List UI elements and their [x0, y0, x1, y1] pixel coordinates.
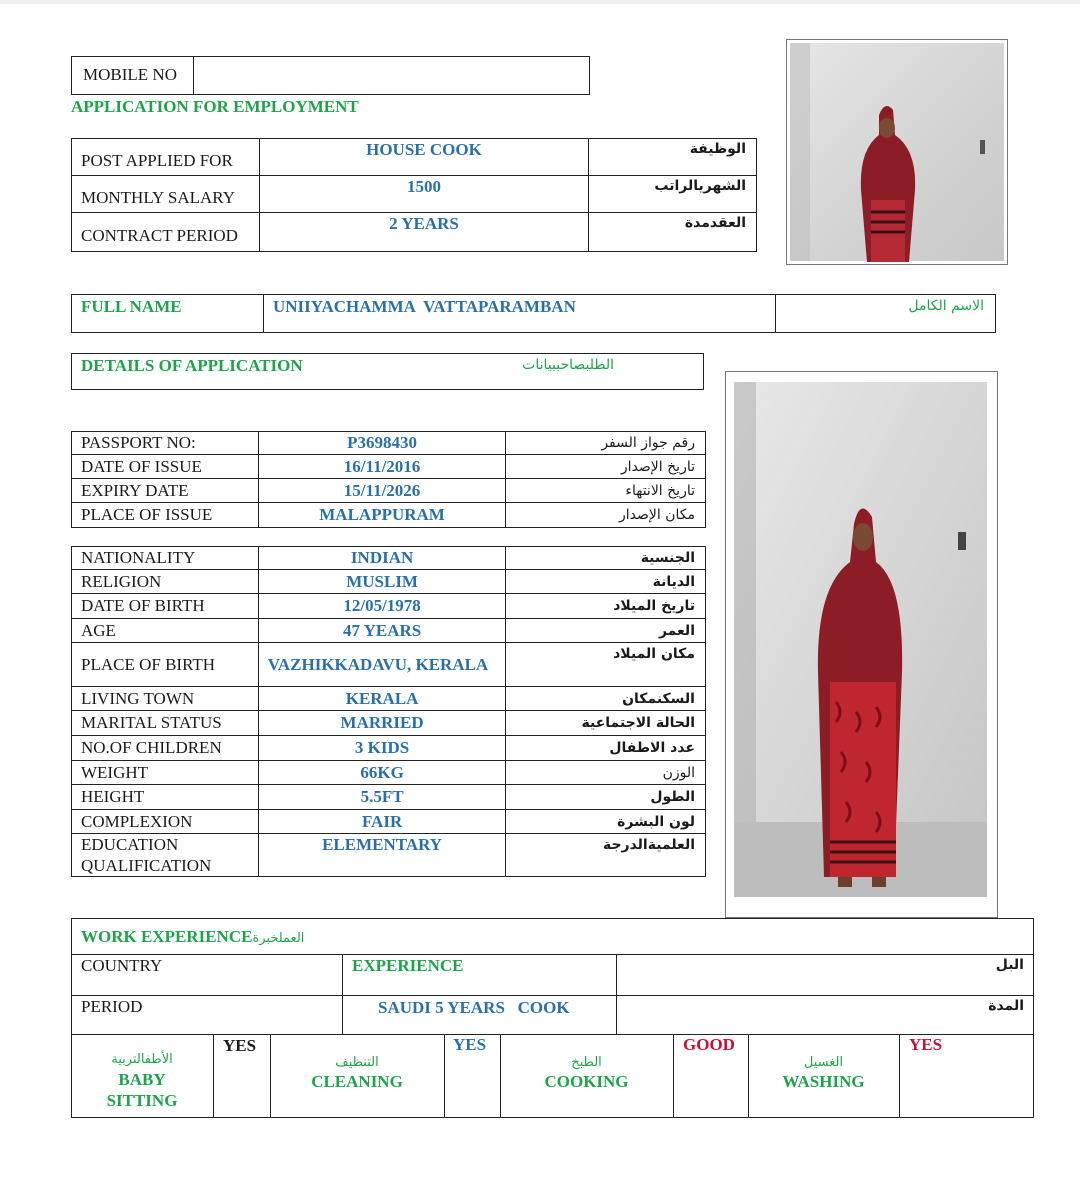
- personal-row: [72, 687, 706, 711]
- skill-answer: YES: [453, 1035, 487, 1054]
- skill-vline: [444, 1034, 445, 1118]
- job-row: [72, 176, 757, 213]
- personal-arabic: الجنسية: [506, 547, 706, 570]
- passport-value: P3698430: [258, 432, 506, 455]
- personal-value: MUSLIM: [258, 570, 506, 594]
- personal-row: [72, 810, 706, 834]
- job-value: HOUSE COOK: [259, 139, 588, 176]
- work-title-en: WORK EXPERIENCE: [81, 927, 253, 946]
- passport-label: PASSPORT NO:: [72, 432, 259, 455]
- personal-arabic: لون البشرة: [506, 810, 706, 834]
- period-label: PERIOD: [81, 997, 143, 1016]
- job-arabic: العقدمدة: [589, 213, 757, 252]
- personal-value: KERALA: [258, 687, 506, 711]
- work-line-3: [71, 1034, 1034, 1035]
- job-row: [72, 213, 757, 252]
- page-top-edge: [0, 0, 1080, 4]
- personal-row: [72, 619, 706, 643]
- personal-label: NATIONALITY: [72, 547, 259, 570]
- full-name-value: UNIIYACHAMMA VATTAPARAMBAN: [273, 297, 576, 316]
- personal-row: [72, 785, 706, 810]
- application-title: APPLICATION FOR EMPLOYMENT: [71, 97, 359, 116]
- personal-row: [72, 594, 706, 619]
- mobile-divider: [193, 56, 194, 95]
- personal-label: NO.OF CHILDREN: [72, 736, 259, 761]
- passport-row: [72, 479, 706, 503]
- personal-value: VAZHIKKADAVU, KERALA: [258, 643, 506, 687]
- skill-label: BABY SITTING: [106, 1070, 178, 1110]
- personal-row: [72, 761, 706, 785]
- skill-arabic: التنظيف: [335, 1055, 379, 1070]
- personal-value: 12/05/1978: [258, 594, 506, 619]
- mobile-label: MOBILE NO: [83, 65, 177, 84]
- work-title: [81, 927, 304, 947]
- skill-cell-washing: [749, 1055, 898, 1092]
- personal-row: [72, 547, 706, 570]
- passport-label: PLACE OF ISSUE: [72, 503, 259, 528]
- job-value: 1500: [259, 176, 588, 213]
- passport-arabic: تاريخ الإصدار: [506, 455, 706, 479]
- work-title-ar: العملخبرة: [252, 931, 305, 946]
- personal-value: INDIAN: [258, 547, 506, 570]
- job-value: 2 YEARS: [259, 213, 588, 252]
- job-label: CONTRACT PERIOD: [72, 213, 260, 252]
- personal-arabic: مكان الميلاد: [506, 643, 706, 687]
- personal-value: 47 YEARS: [258, 619, 506, 643]
- skill-answer: GOOD: [683, 1035, 735, 1054]
- personal-arabic: الطول: [506, 785, 706, 810]
- personal-value: 66KG: [258, 761, 506, 785]
- personal-row: [72, 711, 706, 736]
- personal-table: [71, 546, 706, 877]
- skill-answer: YES: [223, 1036, 257, 1055]
- personal-label: EDUCATION QUALIFICATION: [72, 834, 259, 877]
- skill-cell-baby-sitting: [72, 1052, 212, 1111]
- personal-arabic: العمر: [506, 619, 706, 643]
- country-label: COUNTRY: [81, 956, 163, 975]
- passport-value: 16/11/2016: [258, 455, 506, 479]
- passport-row: [72, 455, 706, 479]
- full-name-arabic: الاسم الكامل: [908, 298, 984, 314]
- personal-row: [72, 643, 706, 687]
- personal-label: PLACE OF BIRTH: [72, 643, 259, 687]
- period-value: SAUDI 5 YEARS COOK: [378, 998, 570, 1017]
- personal-value: 5.5FT: [258, 785, 506, 810]
- personal-value: FAIR: [258, 810, 506, 834]
- passport-label: EXPIRY DATE: [72, 479, 259, 503]
- job-arabic: الوظيفة: [589, 139, 757, 176]
- period-arabic: المدة: [988, 998, 1024, 1014]
- skill-cell-cooking: [501, 1055, 672, 1092]
- personal-row: [72, 736, 706, 761]
- applicant-photo-large: [725, 371, 998, 918]
- applicant-photo-small: [786, 39, 1008, 265]
- work-vline-1: [342, 954, 343, 1034]
- skill-answer: YES: [909, 1035, 943, 1054]
- work-line-1: [71, 954, 1034, 955]
- personal-label: RELIGION: [72, 570, 259, 594]
- full-name-divider-1: [263, 294, 264, 333]
- passport-arabic: رقم جواز السفر: [506, 432, 706, 455]
- passport-value: MALAPPURAM: [258, 503, 506, 528]
- job-label: MONTHLY SALARY: [72, 176, 260, 213]
- skill-cell-cleaning: [271, 1055, 443, 1092]
- skill-label: WASHING: [782, 1072, 865, 1091]
- personal-label: HEIGHT: [72, 785, 259, 810]
- full-name-label: FULL NAME: [81, 297, 182, 316]
- personal-value: 3 KIDS: [258, 736, 506, 761]
- personal-arabic: العلميةالدرجة: [506, 834, 706, 877]
- skill-vline: [213, 1034, 214, 1118]
- personal-arabic: عدد الاطفال: [506, 736, 706, 761]
- skill-arabic: الأطفالتربية: [111, 1052, 173, 1067]
- details-arabic: الطلبصاحببيانات: [522, 357, 614, 373]
- job-arabic: الشهريالراتب: [589, 176, 757, 213]
- passport-label: DATE OF ISSUE: [72, 455, 259, 479]
- passport-arabic: تاريخ الانتهاء: [506, 479, 706, 503]
- personal-arabic: السكنمكان: [506, 687, 706, 711]
- job-table: [71, 138, 757, 252]
- personal-value: ELEMENTARY: [258, 834, 506, 877]
- skill-arabic: الطبخ: [571, 1055, 602, 1070]
- country-arabic: البل: [995, 957, 1024, 973]
- personal-arabic: الحالة الاجتماعية: [506, 711, 706, 736]
- personal-value: MARRIED: [258, 711, 506, 736]
- skill-vline: [673, 1034, 674, 1118]
- personal-label: MARITAL STATUS: [72, 711, 259, 736]
- passport-arabic: مكان الإصدار: [506, 503, 706, 528]
- personal-label: AGE: [72, 619, 259, 643]
- personal-label: DATE OF BIRTH: [72, 594, 259, 619]
- personal-label: WEIGHT: [72, 761, 259, 785]
- personal-label: COMPLEXION: [72, 810, 259, 834]
- passport-table: [71, 431, 706, 528]
- details-label: DETAILS OF APPLICATION: [81, 356, 303, 375]
- skill-arabic: الغسيل: [803, 1055, 844, 1070]
- personal-row: [72, 570, 706, 594]
- passport-row: [72, 503, 706, 528]
- personal-arabic: الوزن: [506, 761, 706, 785]
- skill-label: CLEANING: [311, 1072, 403, 1091]
- work-vline-2: [616, 954, 617, 1034]
- skill-vline: [899, 1034, 900, 1118]
- personal-row: [72, 834, 706, 877]
- full-name-divider-2: [775, 294, 776, 333]
- skill-label: COOKING: [544, 1072, 629, 1091]
- personal-arabic: الديانة: [506, 570, 706, 594]
- experience-label: EXPERIENCE: [352, 956, 464, 975]
- passport-row: [72, 432, 706, 455]
- job-row: [72, 139, 757, 176]
- work-line-2: [71, 995, 1034, 996]
- personal-arabic: تاريخ الميلاد: [506, 594, 706, 619]
- job-label: POST APPLIED FOR: [72, 139, 260, 176]
- passport-value: 15/11/2026: [258, 479, 506, 503]
- personal-label: LIVING TOWN: [72, 687, 259, 711]
